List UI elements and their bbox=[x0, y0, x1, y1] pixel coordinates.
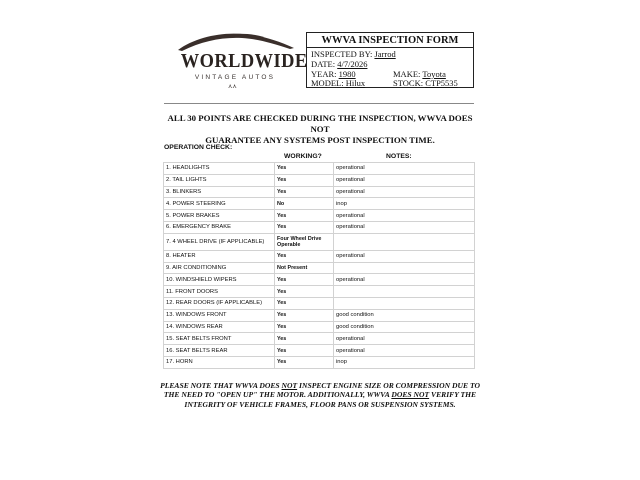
working-cell: Yes bbox=[275, 210, 334, 222]
title-divider bbox=[307, 47, 473, 48]
item-cell: 11. FRONT DOORS bbox=[164, 286, 275, 298]
working-cell: Yes bbox=[275, 286, 334, 298]
notes-cell: operational bbox=[334, 221, 475, 233]
item-cell: 17. HORN bbox=[164, 356, 275, 368]
item-cell: 3. BLINKERS bbox=[164, 186, 275, 198]
date-label: DATE: bbox=[311, 59, 336, 69]
table-row bbox=[164, 198, 475, 210]
inspected-by-value: Jarrod bbox=[374, 49, 396, 59]
operation-check-table bbox=[163, 162, 475, 369]
footer-text-3: VERIFY THE INTEGRITY OF VEHICLE FRAMES, FLOOR PANS OR SUSPENSION SYSTEMS. bbox=[184, 390, 477, 409]
inspection-disclaimer bbox=[160, 113, 480, 146]
notes-cell: good condition bbox=[334, 309, 475, 321]
item-cell: 16. SEAT BELTS REAR bbox=[164, 345, 275, 357]
table-row bbox=[164, 186, 475, 198]
notes-cell: inop bbox=[334, 356, 475, 368]
item-cell: 7. 4 WHEEL DRIVE (IF APPLICABLE) bbox=[164, 233, 275, 250]
notes-cell: operational bbox=[334, 174, 475, 186]
notes-cell: operational bbox=[334, 163, 475, 175]
table-row bbox=[164, 356, 475, 368]
notes-cell bbox=[334, 233, 475, 250]
table-row bbox=[164, 274, 475, 286]
footer-not-2: DOES NOT bbox=[391, 390, 430, 400]
make-label: MAKE: bbox=[393, 69, 421, 79]
table-row bbox=[164, 309, 475, 321]
item-cell: 9. AIR CONDITIONING bbox=[164, 262, 275, 274]
make-value: Toyota bbox=[422, 69, 446, 79]
notes-cell: operational bbox=[334, 186, 475, 198]
table-row bbox=[164, 233, 475, 250]
notes-column-header: NOTES: bbox=[386, 153, 412, 160]
notes-cell bbox=[334, 262, 475, 274]
disclaimer-line-2: GUARANTEE ANY SYSTEMS POST INSPECTION TIME. bbox=[205, 135, 435, 145]
date-value: 4/7/2026 bbox=[337, 59, 368, 69]
item-cell: 2. TAIL LIGHTS bbox=[164, 174, 275, 186]
working-cell: Yes bbox=[275, 221, 334, 233]
table-row bbox=[164, 321, 475, 333]
table-row bbox=[164, 250, 475, 262]
disclaimer-line-1: ALL 30 POINTS ARE CHECKED DURING THE INSPECTION, WWVA DOES NOT bbox=[167, 113, 473, 134]
working-cell: Yes bbox=[275, 274, 334, 286]
item-cell: 15. SEAT BELTS FRONT bbox=[164, 333, 275, 345]
notes-cell: operational bbox=[334, 345, 475, 357]
operation-check-heading: OPERATION CHECK: bbox=[164, 144, 233, 151]
logo-wordmark: WORLDWIDE bbox=[180, 50, 308, 72]
item-cell: 1. HEADLIGHTS bbox=[164, 163, 275, 175]
logo-tagline: VINTAGE AUTOS bbox=[194, 74, 276, 81]
working-cell: Yes bbox=[275, 250, 334, 262]
table-row bbox=[164, 210, 475, 222]
footer-not-1: NOT bbox=[281, 381, 298, 390]
form-title: WWVA INSPECTION FORM bbox=[321, 35, 459, 46]
logo-ornament-icon: ⋏⋏ bbox=[228, 84, 237, 90]
working-cell: Yes bbox=[275, 356, 334, 368]
working-column-header: WORKING? bbox=[284, 153, 322, 160]
working-cell: Yes bbox=[275, 297, 334, 309]
notes-cell: good condition bbox=[334, 321, 475, 333]
notes-cell: inop bbox=[334, 198, 475, 210]
working-cell: No bbox=[275, 198, 334, 210]
notes-cell: operational bbox=[334, 250, 475, 262]
inspected-by-label: INSPECTED BY: bbox=[311, 49, 373, 59]
table-row bbox=[164, 221, 475, 233]
notes-cell: operational bbox=[334, 210, 475, 222]
item-cell: 13. WINDOWS FRONT bbox=[164, 309, 275, 321]
working-cell: Yes bbox=[275, 345, 334, 357]
model-value: Hilux bbox=[345, 78, 366, 88]
footer-text-2: INSPECT ENGINE SIZE OR COMPRESSION DUE TO THE NEED TO "OPEN UP" THE MOTOR. ADDITIONALLY, WWVA bbox=[163, 381, 480, 400]
notes-cell: operational bbox=[334, 333, 475, 345]
working-cell: Yes bbox=[275, 333, 334, 345]
table-row bbox=[164, 262, 475, 274]
stock-label: STOCK: bbox=[393, 78, 424, 88]
footer-text-1: PLEASE NOTE THAT WWVA DOES bbox=[160, 381, 282, 390]
footer-disclaimer bbox=[160, 381, 480, 409]
table-row bbox=[164, 174, 475, 186]
notes-cell: operational bbox=[334, 274, 475, 286]
table-row bbox=[164, 286, 475, 298]
notes-cell bbox=[334, 286, 475, 298]
stock-value: CTP5535 bbox=[425, 78, 458, 88]
working-cell: Yes bbox=[275, 309, 334, 321]
working-cell: Yes bbox=[275, 163, 334, 175]
stock-field bbox=[393, 78, 458, 88]
working-cell: Four Wheel Drive Operable bbox=[275, 233, 334, 250]
year-value: 1980 bbox=[338, 69, 356, 79]
table-row bbox=[164, 163, 475, 175]
item-cell: 10. WINDSHIELD WIPERS bbox=[164, 274, 275, 286]
item-cell: 14. WINDOWS REAR bbox=[164, 321, 275, 333]
working-cell: Not Present bbox=[275, 262, 334, 274]
item-cell: 6. EMERGENCY BRAKE bbox=[164, 221, 275, 233]
item-cell: 8. HEATER bbox=[164, 250, 275, 262]
table-row bbox=[164, 345, 475, 357]
working-cell: Yes bbox=[275, 321, 334, 333]
notes-cell bbox=[334, 297, 475, 309]
worldwide-logo bbox=[172, 28, 308, 92]
header-divider bbox=[164, 103, 474, 104]
table-row bbox=[164, 297, 475, 309]
working-cell: Yes bbox=[275, 174, 334, 186]
item-cell: 5. POWER BRAKES bbox=[164, 210, 275, 222]
item-cell: 12. REAR DOORS (IF APPLICABLE) bbox=[164, 297, 275, 309]
date-field bbox=[311, 59, 367, 69]
model-label: MODEL: bbox=[311, 78, 344, 88]
item-cell: 4. POWER STEERING bbox=[164, 198, 275, 210]
table-row bbox=[164, 333, 475, 345]
working-cell: Yes bbox=[275, 186, 334, 198]
inspected-by-field bbox=[311, 49, 396, 59]
year-label: YEAR: bbox=[311, 69, 337, 79]
model-field bbox=[311, 78, 365, 88]
form-header-box bbox=[306, 32, 474, 88]
